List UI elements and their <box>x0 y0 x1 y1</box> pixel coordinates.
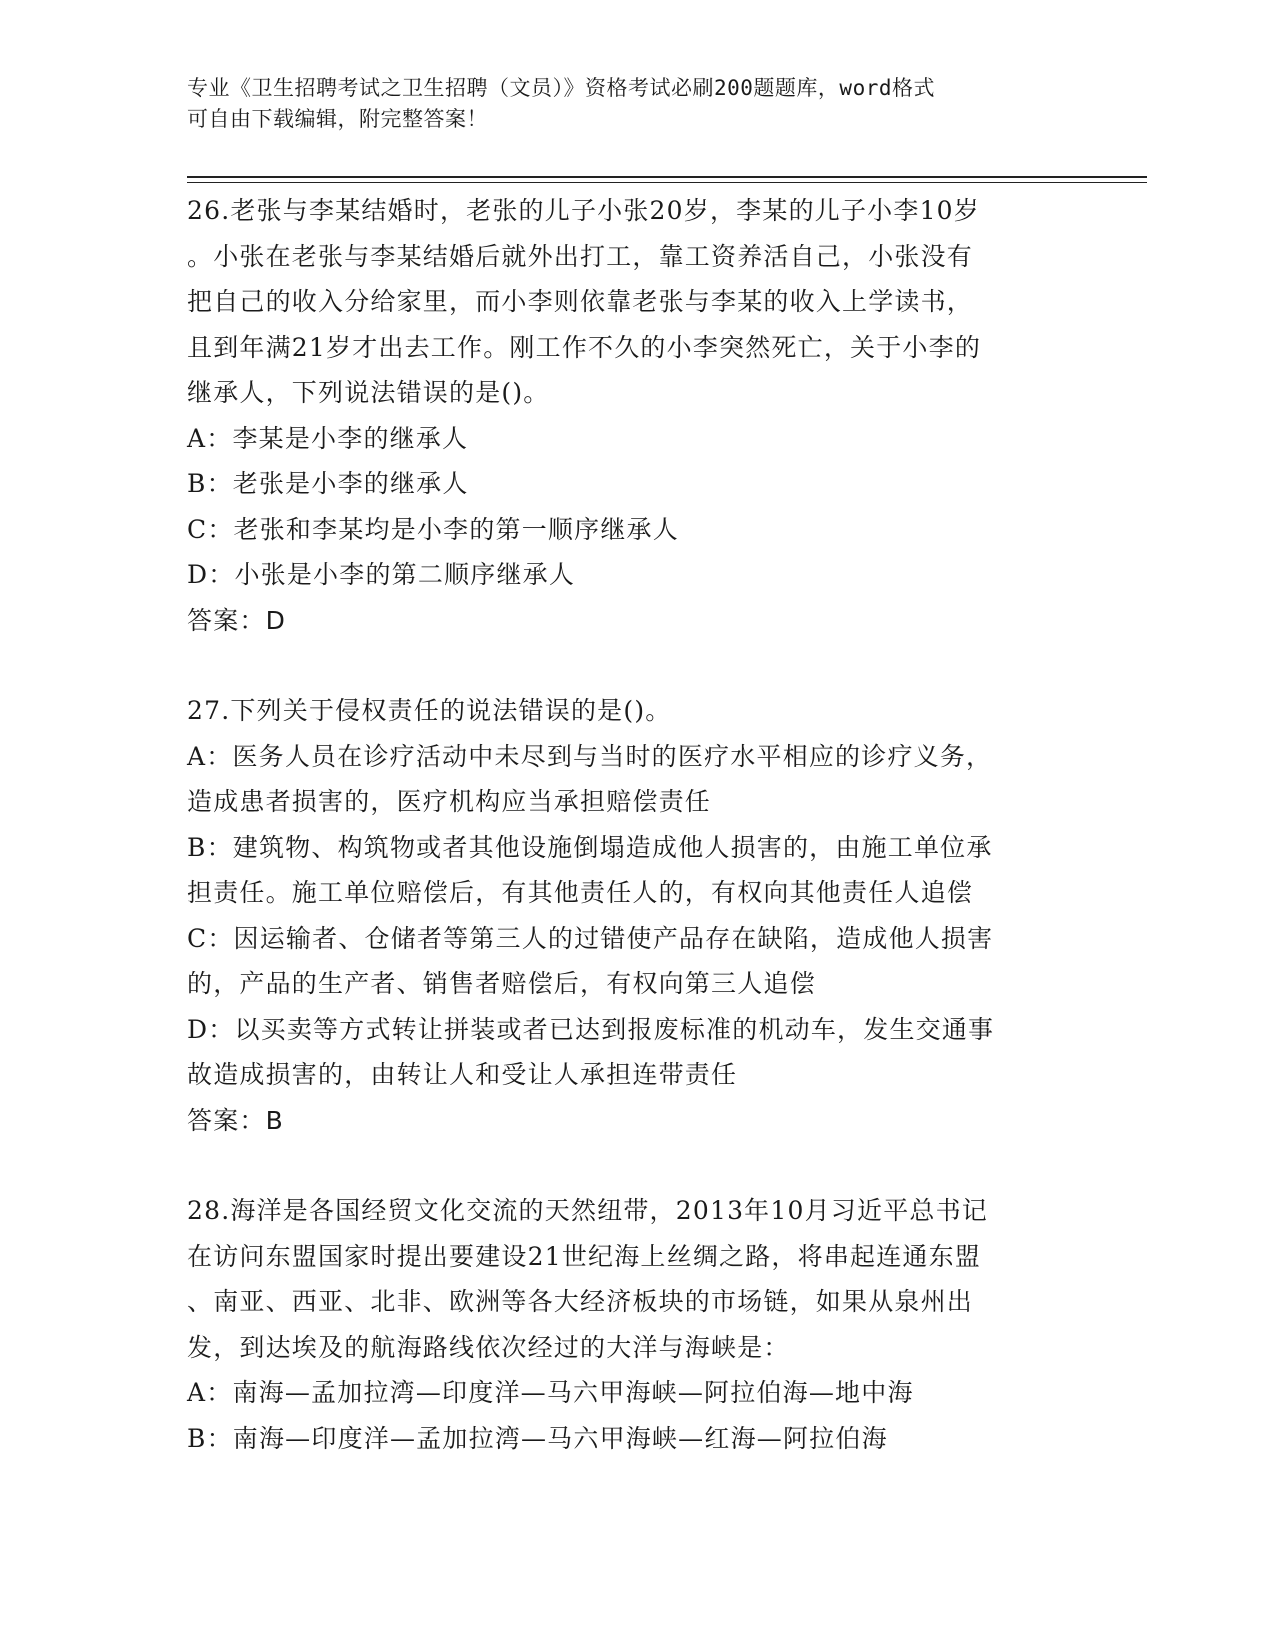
question-spacer <box>187 1143 1087 1188</box>
question-26 <box>187 188 1087 643</box>
answer-label: 答案：D <box>187 605 287 635</box>
option-d-continued: 故造成损害的，由转让人和受让人承担连带责任 <box>187 1060 738 1089</box>
option-b: B：老张是小李的继承人 <box>187 469 469 498</box>
question-27 <box>187 688 1087 1143</box>
question-stem-line: 、南亚、西亚、北非、欧洲等各大经济板块的市场链，如果从泉州出 <box>187 1287 974 1316</box>
question-spacer <box>187 643 1087 688</box>
option-c-continued: 的，产品的生产者、销售者赔偿后，有权向第三人追偿 <box>187 969 816 998</box>
header-line: 可自由下载编辑，附完整答案！ <box>187 107 488 131</box>
header-divider <box>187 182 1147 183</box>
option-d: D：以买卖等方式转让拼装或者已达到报废标准的机动车，发生交通事 <box>187 1014 995 1044</box>
question-stem-line: 在访问东盟国家时提出要建设21世纪海上丝绸之路，将串起连通东盟 <box>187 1241 982 1271</box>
option-a: A：医务人员在诊疗活动中未尽到与当时的医疗水平相应的诊疗义务， <box>187 741 993 771</box>
question-28 <box>187 1188 1087 1461</box>
question-stem-line: 28.海洋是各国经贸文化交流的天然纽带，2013年10月习近平总书记 <box>187 1196 988 1225</box>
option-a: A：南海—孟加拉湾—印度洋—马六甲海峡—阿拉伯海—地中海 <box>187 1378 914 1407</box>
question-stem-line: 继承人，下列说法错误的是()。 <box>187 378 550 407</box>
header-divider <box>187 176 1147 178</box>
option-a: A：李某是小李的继承人 <box>187 423 469 453</box>
question-stem-line: 27.下列关于侵权责任的说法错误的是()。 <box>187 696 672 725</box>
question-stem-line: 把自己的收入分给家里，而小李则依靠老张与李某的收入上学读书， <box>187 287 974 316</box>
question-stem-line: 26.老张与李某结婚时，老张的儿子小张20岁，李某的儿子小李10岁 <box>187 196 980 225</box>
header-line: 专业《卫生招聘考试之卫生招聘（文员）》资格考试必刷200题题库，word格式 <box>187 76 935 100</box>
option-b: B：建筑物、构筑物或者其他设施倒塌造成他人损害的，由施工单位承 <box>187 832 993 862</box>
option-b: B：南海—印度洋—孟加拉湾—马六甲海峡—红海—阿拉伯海 <box>187 1423 888 1453</box>
option-c: C：老张和李某均是小李的第一顺序继承人 <box>187 514 679 544</box>
question-stem-line: 。小张在老张与李某结婚后就外出打工，靠工资养活自己，小张没有 <box>187 241 974 271</box>
question-stem-line: 且到年满21岁才出去工作。刚工作不久的小李突然死亡，关于小李的 <box>187 332 982 362</box>
option-a-continued: 造成患者损害的，医疗机构应当承担赔偿责任 <box>187 787 712 816</box>
answer-label: 答案：B <box>187 1105 284 1135</box>
option-d: D：小张是小李的第二顺序继承人 <box>187 560 576 589</box>
question-stem-line: 发，到达埃及的航海路线依次经过的大洋与海峡是： <box>187 1332 790 1362</box>
question-list <box>187 188 1087 1461</box>
document-header <box>187 73 1087 135</box>
option-c: C：因运输者、仓储者等第三人的过错使产品存在缺陷，造成他人损害 <box>187 923 994 953</box>
option-b-continued: 担责任。施工单位赔偿后，有其他责任人的，有权向其他责任人追偿 <box>187 878 974 907</box>
